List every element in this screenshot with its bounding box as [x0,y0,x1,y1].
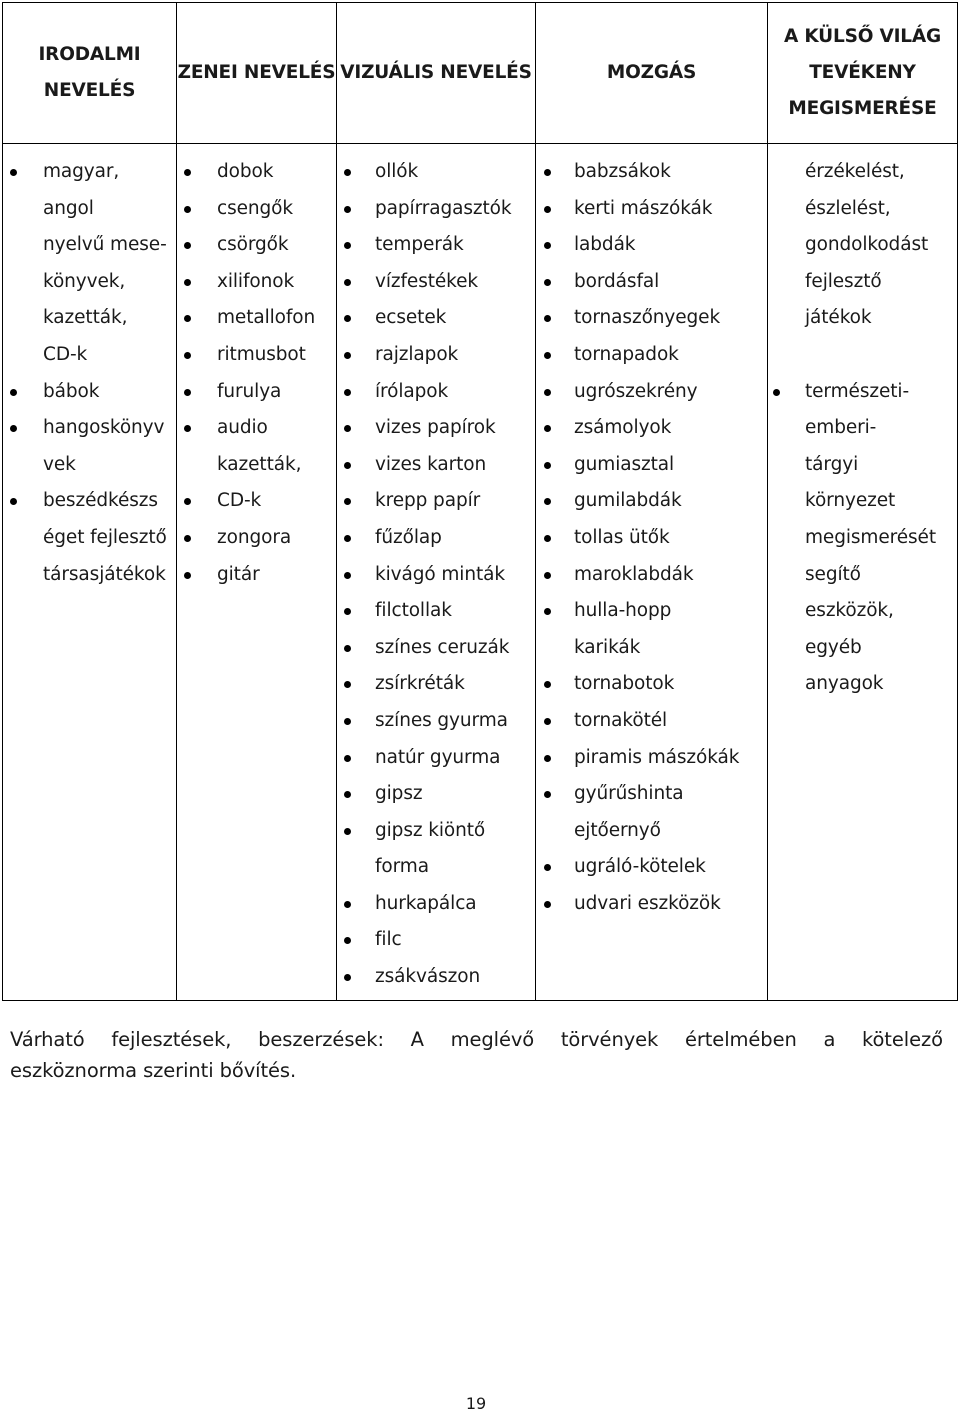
header-kulso-vilag [768,3,958,144]
list-item [177,227,336,264]
bullet-icon [544,608,551,615]
list-item [3,300,176,337]
list-item-text: beszédkészs [43,490,158,512]
list-item [536,191,767,228]
list-item [768,410,957,447]
list-item [768,666,957,703]
bullet-icon [544,169,551,176]
list-item-text: ecsetek [375,307,447,329]
list-item-text: dobok [217,161,274,182]
list-item [337,410,535,447]
list-item-text: gondolkodást [805,234,929,256]
list-item [3,191,176,228]
bullet-icon [544,755,551,762]
bullet-icon [344,169,351,176]
bullet-icon [544,352,551,359]
bullet-icon [10,425,17,432]
list-item [536,337,767,374]
list-item [177,154,336,191]
bullet-icon [10,389,17,396]
list-item-text: karikák [574,636,641,658]
footer-word: Várható [10,1028,85,1051]
footer-word: értelmében [684,1028,797,1051]
list-item [337,849,535,886]
bullet-icon [544,535,551,542]
list-item [337,227,535,264]
list-item-text: segítő [805,563,861,585]
header-vizualis-neveles [337,3,536,144]
list-item [337,886,535,923]
list-item-text: tollas ütők [574,526,670,548]
bullet-icon [344,718,351,725]
bullet-icon [184,242,191,249]
list-item [536,740,767,777]
bullet-icon [773,389,780,396]
list-item [768,483,957,520]
list-item-text: tornakötél [574,709,668,731]
bullet-icon [544,389,551,396]
bullet-icon [544,462,551,469]
list-item-text: kazetták, [217,453,302,475]
list-item [3,227,176,264]
list-item [177,264,336,301]
list-item [536,593,767,630]
list-item [768,447,957,484]
list-item-text: kazetták, [43,307,128,329]
list-item-text: rajzlapok [375,343,459,365]
header-line: VIZUÁLIS NEVELÉS [340,62,532,83]
list-item [3,337,176,374]
list-item-text: gumiasztal [574,453,675,475]
list-item-text: hurkapálca [375,892,477,914]
bullet-icon [544,864,551,871]
list-item-text: papírragasztók [375,197,512,219]
header-line: IRODALMI [38,44,141,65]
list-item [536,520,767,557]
list-item-text: krepp papír [375,490,481,512]
list-item [3,483,176,520]
bullet-icon [544,791,551,798]
list-item-text: gitár [217,563,260,585]
list-item-text: gipsz kiöntő [375,819,486,841]
column-mozgas [536,144,768,1001]
column-zenei [177,144,337,1001]
list-item [768,191,957,228]
list-item-text: labdák [574,234,636,256]
list-item-text: csengők [217,197,293,219]
bullet-icon [10,169,17,176]
list-item [337,630,535,667]
bullet-icon [344,755,351,762]
list-item-text: magyar, [43,161,120,182]
list-item [177,483,336,520]
list-item-text: társasjátékok [43,563,166,585]
bullet-icon [544,572,551,579]
bullet-icon [344,242,351,249]
list-item-text: eszközök, [805,600,894,622]
list-item-text: temperák [375,234,464,256]
list-item-text: csörgők [217,234,289,256]
list-item [536,374,767,411]
bullet-icon [344,645,351,652]
list-item-text: audio [217,417,268,439]
bullet-icon [344,352,351,359]
page-number: 19 [465,1394,487,1413]
list-item-text: CD-k [217,490,262,512]
list-item [337,264,535,301]
bullet-icon [344,535,351,542]
list-item [536,813,767,850]
list-item [337,703,535,740]
list-item-text: vek [43,453,76,475]
list-item-text: vizes papírok [375,417,496,439]
bullet-icon [344,462,351,469]
list-item-text: ejtőernyő [574,819,661,841]
list-item [536,300,767,337]
list-item-text: tornaszőnyegek [574,307,721,329]
header-zenei-neveles [177,3,337,144]
list-item-text: ugráló-kötelek [574,856,706,878]
list-item-text: gyűrűshinta [574,783,684,805]
footer-word: törvények [560,1028,659,1051]
list-item-text: játékok [805,307,872,329]
list-item [337,447,535,484]
list-item [536,447,767,484]
list-item-text: tornapadok [574,343,679,365]
list-item [536,154,767,191]
list-item [337,959,535,996]
list-item-text: zsírkréták [375,673,465,695]
list-item [536,227,767,264]
list-item [536,410,767,447]
list-item [536,483,767,520]
list-item-text: anyagok [805,673,884,695]
list-item [177,447,336,484]
bullet-icon [344,279,351,286]
list-item [3,154,176,191]
list-item [768,227,957,264]
bullet-icon [544,206,551,213]
list-item-text: vízfestékek [375,270,479,292]
list-item [768,557,957,594]
list-item [337,593,535,630]
list-item [768,154,957,191]
list-item [177,557,336,594]
list-item-text: egyéb [805,636,862,658]
bullet-icon [344,937,351,944]
list-item-text: érzékelést, [805,161,905,182]
bullet-icon [544,315,551,322]
bullet-icon [344,608,351,615]
list-item [337,557,535,594]
list-item [768,300,957,337]
table-body-row [3,144,958,1001]
bullet-icon [344,681,351,688]
bullet-icon [184,352,191,359]
list-item [768,337,957,374]
bullet-icon [544,901,551,908]
list-item-text: ugrószekrény [574,380,698,402]
list-item-text: tornabotok [574,673,675,695]
table-header-row [3,3,958,144]
list-item [337,191,535,228]
list-item [536,886,767,923]
list-item [3,264,176,301]
list-item-text: metallofon [217,307,316,329]
footer-line-2: eszköznorma szerinti bővítés. [10,1059,297,1082]
footer-word: kötelező [861,1028,943,1051]
bullet-icon [184,169,191,176]
list-item-text: fűzőlap [375,526,442,548]
list-item-text: natúr gyurma [375,746,501,768]
list-item [177,191,336,228]
list-item [337,813,535,850]
bullet-icon [344,425,351,432]
bullet-icon [184,315,191,322]
bullet-icon [184,279,191,286]
header-line: MEGISMERÉSE [788,98,937,119]
list-item-text: bábok [43,380,100,402]
list-item [177,337,336,374]
header-line: NEVELÉS [43,80,136,101]
list-item [177,410,336,447]
column-irodalmi [3,144,177,1001]
bullet-icon [544,242,551,249]
list-item [3,520,176,557]
footer-word: a [823,1028,836,1051]
bullet-icon [184,572,191,579]
list-item [337,374,535,411]
bullet-icon [344,498,351,505]
list-item [768,630,957,667]
list-item [337,520,535,557]
list-item [536,557,767,594]
list-item [536,776,767,813]
bullet-icon [184,206,191,213]
list-item [337,666,535,703]
list-item-text: hulla-hopp [574,600,672,622]
list-item [337,922,535,959]
list-item [337,740,535,777]
list-item [337,154,535,191]
list-item-text: ollók [375,161,419,182]
list-item [337,300,535,337]
list-item [536,666,767,703]
list-item [3,557,176,594]
list-item-text: udvari eszközök [574,892,721,914]
equipment-table [2,2,958,1001]
list-item-text: éget fejlesztő [43,526,167,548]
footer-word: fejlesztések, [111,1028,232,1051]
list-item-text: megismerését [805,526,936,548]
list-item-text: környezet [805,490,896,512]
header-irodalmi-neveles [3,3,177,144]
bullet-icon [344,901,351,908]
list-item-text: emberi- [805,417,877,439]
list-item-text: filctollak [375,600,452,622]
list-item [177,300,336,337]
list-item-text: színes ceruzák [375,636,510,658]
bullet-icon [344,315,351,322]
list-item [337,483,535,520]
list-item [177,520,336,557]
column-kulso-vilag [768,144,958,1001]
footer-word: beszerzések: [258,1028,384,1051]
bullet-icon [344,974,351,981]
list-item-text: nyelvű mese- [43,234,167,256]
list-item-text: babzsákok [574,161,671,182]
list-item [768,374,957,411]
bullet-icon [184,498,191,505]
list-item-text: zongora [217,526,292,548]
header-line: A KÜLSŐ VILÁG [784,26,941,47]
list-item-text: gipsz [375,783,423,805]
header-line: ZENEI NEVELÉS [177,62,336,83]
list-item-text: angol [43,197,94,219]
list-item-text: furulya [217,380,282,402]
bullet-icon [544,681,551,688]
bullet-icon [184,389,191,396]
list-item-text: tárgyi [805,453,859,475]
column-vizualis [337,144,536,1001]
list-item-text: CD-k [43,343,88,365]
list-item-text: természeti- [805,380,910,402]
list-item-text: xilifonok [217,270,295,292]
bullet-icon [544,718,551,725]
bullet-icon [184,425,191,432]
list-item [3,447,176,484]
list-item-text: forma [375,856,429,878]
list-item [536,703,767,740]
list-item-text: piramis mászókák [574,746,740,768]
list-item-text: hangoskönyv [43,417,165,439]
list-item [3,374,176,411]
list-item-text: zsákvászon [375,966,481,988]
header-mozgas [536,3,768,144]
list-item-text: filc [375,929,402,951]
bullet-icon [544,498,551,505]
list-item [3,410,176,447]
list-item [768,593,957,630]
list-item [768,520,957,557]
list-item-text: zsámolyok [574,417,672,439]
header-line: MOZGÁS [606,62,697,83]
footer-word: meglévő [450,1028,535,1051]
list-item [536,264,767,301]
list-item-text: kivágó minták [375,563,505,585]
bullet-icon [344,828,351,835]
header-line: TEVÉKENY [809,62,916,83]
list-item [536,630,767,667]
bullet-icon [344,572,351,579]
list-item [536,849,767,886]
list-item-text: vizes karton [375,453,487,475]
list-item-text: bordásfal [574,270,660,292]
list-item [337,337,535,374]
footer-note [10,1024,943,1086]
footer-word: A [410,1028,424,1051]
list-item [177,374,336,411]
list-item-text: írólapok [375,380,449,402]
list-item-text: színes gyurma [375,709,508,731]
list-item [337,776,535,813]
bullet-icon [344,389,351,396]
list-item-text: kerti mászókák [574,197,713,219]
list-item-text: könyvek, [43,270,126,292]
bullet-icon [10,498,17,505]
list-item-text: ritmusbot [217,343,306,365]
footer-line-1 [10,1024,943,1055]
bullet-icon [344,206,351,213]
list-item-text: maroklabdák [574,563,694,585]
list-item-text: fejlesztő [805,270,882,292]
bullet-icon [344,791,351,798]
bullet-icon [544,279,551,286]
bullet-icon [544,425,551,432]
list-item-text: észlelést, [805,197,891,219]
list-item-text: gumilabdák [574,490,682,512]
bullet-icon [184,535,191,542]
list-item [768,264,957,301]
